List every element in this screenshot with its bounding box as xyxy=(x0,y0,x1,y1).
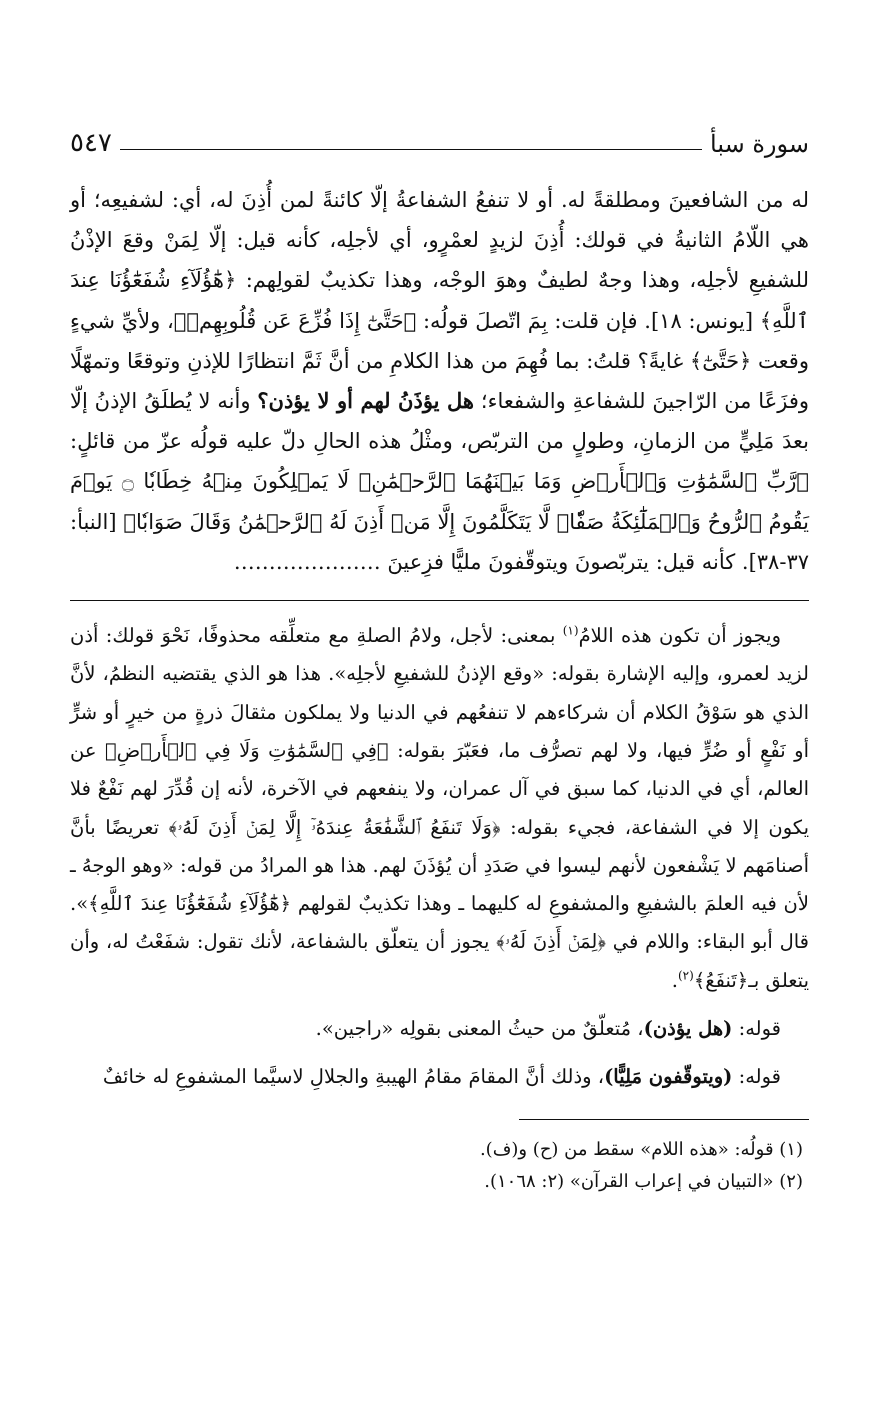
bold-phrase: هل يؤذَنُ لهم أو لا يؤذن؟ xyxy=(257,388,475,414)
text-segment: تعريضًا بأنَّ أصنامَهم لا يَشْفعون لأنهم ليسوا في صَدَدِ أن يُؤذَنَ لهم. هذا هو المرادُ من قوله: «وهو الوجهُ ـ لأن فيه العلمَ بالشفيعِ والمشفوعِ له كليهما ـ وهذا تكذيبٌ لقولهم xyxy=(70,815,809,916)
text-segment: ويجوز أن تكون هذه اللامُ xyxy=(578,624,781,648)
text-segment: ». قال أبو البقاء: واللام في xyxy=(70,892,810,954)
commentary-separator xyxy=(70,600,809,601)
running-head xyxy=(70,110,809,156)
main-paragraph xyxy=(70,180,809,582)
text-segment: قوله: xyxy=(738,1065,781,1089)
book-page xyxy=(70,110,809,1353)
text-segment: يجوز أن يتعلّق بالشفاعة، لأنك تقول: شفَعْتُ له، وأن يتعلق بـ xyxy=(70,930,809,992)
footnotes xyxy=(70,1134,809,1198)
footnote: (٢) «التبيان في إعراب القرآن» (٢: ١٠٦٨). xyxy=(484,1170,803,1192)
footnote-separator xyxy=(519,1119,809,1120)
bold-phrase: (ويتوقّفون مَلِيًّا) xyxy=(604,1065,733,1089)
text-segment: بمعنى: لأجل، ولامُ الصلةِ مع متعلِّقه محذوفًا، نَحْوَ قولك: أذن لزيد لعمرو، وإليه الإشارة بقوله: «وقع الإذنُ للشفيعِ لأجلِه». هذا هو الذي يقتضيه النظمُ، لأنَّ الذي هو سَوْقُ الكلام أن شركاءهم لا تنفعُهم في الدنيا ولا يملكون مثقالَ ذرةٍ من خيرٍ أو شرٍّ أو نَفْعٍ أو ضُرٍّ فيها، ولا لهم تصرُّف ما، فعَبّرَ بقوله: xyxy=(70,624,809,762)
quran-verse: ﴿حَتَّىٰٓ إِذَا فُزِّعَ عَن قُلُوبِهِمۡ﴾ xyxy=(173,308,417,333)
continuation-dots: ………………… xyxy=(233,549,381,574)
main-text xyxy=(70,180,809,582)
footnote: (١) قولُه: «هذه اللام» سقط من (ح) و(ف). xyxy=(479,1138,803,1160)
text-segment: غايةً؟ قلتُ: بما فُهِمَ من هذا الكلامِ من أنَّ ثَمَّ انتظارًا للإذنِ وتوقعًا وتمهّلًا وفزَعًا من الرّاجينَ للشفاعةِ والشفعاء؛ xyxy=(70,348,810,414)
page-number: ٥٤٧ xyxy=(70,128,112,158)
text-segment: [النبأ: ٣٧-٣٨]. كأنه قيل: يتربّصونَ ويتوقّفونَ مليًّا فزِعينَ xyxy=(70,509,809,574)
quran-verse: ﴿وَلَا تَنفَعُ ٱلشَّفَٰعَةُ عِندَهُۥٓ إِلَّا لِمَنۡ أَذِنَ لَهُۥ﴾ xyxy=(168,815,501,839)
header-rule xyxy=(120,149,702,150)
text-segment: قوله: xyxy=(738,1017,781,1040)
commentary-paragraph: ويجوز أن تكون هذه اللامُ$^{(١)}$ بمعنى: لأجل، ولامُ الصلةِ مع متعلِّقه محذوفًا، نَحْوَ قولك: أذن لزيد لعمرو، وإليه الإشارة بقوله: «وقع الإذنُ للشفيعِ لأجلِه». هذا هو الذي يقتضيه النظمُ، لأنَّ الذي هو سَوْقُ الكلام أن شركاءهم لا تنفعُهم في الدنيا ولا يملكون مثقالَ ذرةٍ من خيرٍ أو شرٍّ أو نَفْعٍ أو ضُرٍّ فيها، ولا لهم تصرُّف ما، فعَبّرَ بقوله: ﴿فِي ٱلسَّمَٰوَٰتِ وَلَا فِي ٱلۡأَرۡضِ﴾ عن العالم، أي في الدنيا، كما سبق في آل عمران، ولا ينفعهم في الآخرة، لأنه إن قُدِّرَ لهم نَفْعٌ فلا يكون إلا في الشفاعة، فجيء بقوله: ﴿وَلَا تَنفَعُ ٱلشَّفَٰعَةُ عِندَهُۥٓ إِلَّا لِمَنۡ أَذِنَ لَهُۥ﴾ تعريضًا بأنَّ أصنامَهم لا يَشْفعون لأنهم ليسوا في صَدَدِ أن يُؤذَنَ لهم. هذا هو المرادُ من قوله: «وهو الوجهُ ـ لأن فيه العلمَ بالشفيعِ والمشفوعِ له كليهما ـ وهذا تكذيبٌ لقولهم ﴿هَٰٓؤُلَآءِ شُفَعَٰٓؤُنَا عِندَ ٱللَّهِ﴾». قال أبو البقاء: واللام في ﴿لِمَنۡ أَذِنَ لَهُۥ﴾ يجوز أن يتعلّق بالشفاعة، لأنك تقول: شفَعْتُ له، وأن يتعلق بـ﴿تَنفَعُ﴾$^{(٢)}$. xyxy=(70,623,810,992)
footnote-ref: (١) xyxy=(562,623,579,638)
commentary-paragraph xyxy=(70,1058,809,1096)
text-segment: عن العالم، أي في الدنيا، كما سبق في آل عمران، ولا ينفعهم في الآخرة، لأنه إن قُدِّرَ لهم نَفْعٌ فلا يكون إلا في الشفاعة، فجيء بقوله: xyxy=(70,738,809,839)
text-segment: [يونس: ١٨]. فإن قلت: بِمَ اتّصلَ قولُه: xyxy=(422,308,754,333)
commentary-paragraph xyxy=(70,1010,809,1048)
quran-verse: ﴿هَٰٓؤُلَآءِ شُفَعَٰٓؤُنَا عِندَ ٱللَّهِ﴾ xyxy=(70,268,809,333)
quran-verse: ﴿رَّبِّ ٱلسَّمَٰوَٰتِ وَٱلۡأَرۡضِ وَمَا بَيۡنَهُمَا ٱلرَّحۡمَٰنِۖ لَا يَمۡلِكُونَ مِنۡهُ خِطَابٗا ۝ يَوۡمَ يَقُومُ ٱلرُّوحُ وَٱلۡمَلَٰٓئِكَةُ صَفّٗاۖ لَّا يَتَكَلَّمُونَ إِلَّا مَنۡ أَذِنَ لَهُ ٱلرَّحۡمَٰنُ وَقَالَ صَوَابٗا﴾ xyxy=(70,469,809,534)
text-segment: ، مُتعلّقٌ من حيثُ المعنى بقولِه «راجين». xyxy=(315,1017,644,1040)
quran-verse: ﴿فِي ٱلسَّمَٰوَٰتِ وَلَا فِي ٱلۡأَرۡضِ﴾ xyxy=(104,738,389,762)
text-segment: له من الشافعينَ ومطلقةً له. أو لا تنفعُ الشفاعةُ إلّا كائنةً لمن أُذِنَ له، أي: لشفيعِه؛ أو هي اللّامُ الثانيةُ في قولك: أُذِنَ لزيدٍ لعمْرٍو، أي لأجلِه، كأنه قيل: إلّا لِمَنْ وقعَ الإذْنُ للشفيعِ لأجلِه، وهذا وجهٌ لطيفٌ وهوَ الوجْه، وهذا تكذيبٌ لقولِهم: xyxy=(70,188,809,293)
footnote-ref: (٢) xyxy=(677,968,694,983)
commentary xyxy=(70,617,809,1097)
quran-verse: ﴿هَٰٓؤُلَآءِ شُفَعَٰٓؤُنَا عِندَ ٱللَّهِ﴾ xyxy=(88,892,292,916)
quran-verse: ﴿لِمَنۡ أَذِنَ لَهُۥ﴾ xyxy=(496,930,606,954)
quran-verse: ﴿تَنفَعُ﴾ xyxy=(693,968,749,992)
quran-verse: ﴿حَتَّىٰٓ﴾ xyxy=(689,348,752,373)
text-segment: وأنه لا يُطلَقُ الإذنُ إلّا بعدَ مَلِيٍّ من الزمانِ، وطولٍ من التربّص، ومثْلُ هذه الحالِ دلّ عليه قولُه عزّ من قائلٍ: xyxy=(70,389,809,454)
surah-title: سورة سبأ xyxy=(710,130,809,158)
text-segment: ، وذلك أنَّ المقامَ مقامُ الهيبةِ والجلالِ لاسيَّما المشفوعِ له خائفٌ xyxy=(102,1065,605,1089)
text-segment: ، ولأيِّ شيءٍ وقعت xyxy=(70,308,809,373)
bold-phrase: (هل يؤذن) xyxy=(643,1017,733,1040)
